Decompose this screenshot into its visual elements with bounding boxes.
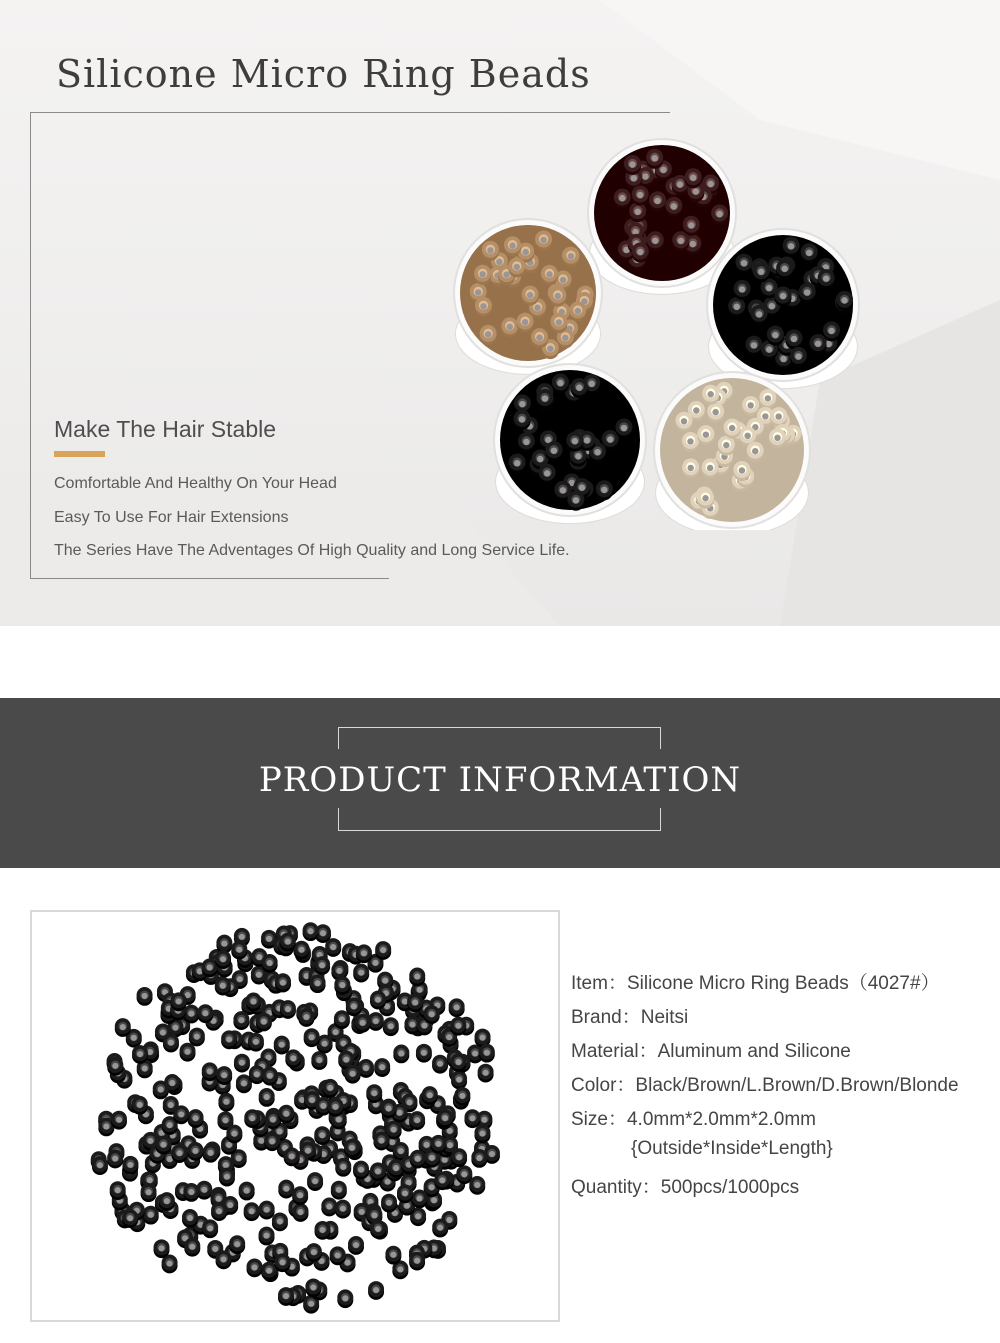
spec-label: Brand [571,1007,622,1028]
spec-brand [571,1002,688,1029]
spec-label: Quantity [571,1177,642,1198]
spec-material [571,1036,851,1063]
bowl-blonde [654,372,810,530]
hero-title: Silicone Micro Ring Beads [56,52,591,96]
feature-easy-use: Easy To Use For Hair Extensions [54,509,289,526]
spec-separator: ： [607,1109,627,1130]
spec-value: Black/Brown/L.Brown/D.Brown/Blonde [635,1075,959,1096]
product-photo-frame [30,910,560,1322]
frame-line-left [30,112,31,579]
spec-separator: ： [607,973,627,994]
spec-value: 500pcs/1000pcs [660,1177,800,1198]
spec-separator: ： [616,1075,636,1096]
spec-value: Silicone Micro Ring Beads（4027#） [626,973,940,994]
spec-item [571,968,940,995]
bead-bowls-image [440,130,870,530]
spec-separator: ： [638,1041,658,1062]
bowl-jet-black [494,364,646,524]
spec-size-note: {Outside*Inside*Length} [631,1138,833,1159]
bracket-top [338,727,661,749]
accent-bar [54,451,105,457]
spec-value: 4.0mm*2.0mm*2.0mm [626,1109,816,1130]
hero-subtitle: Make The Hair Stable [54,416,277,442]
frame-line-top [30,112,670,113]
spec-value: Aluminum and Silicone [657,1041,851,1062]
spec-separator: ： [641,1177,661,1198]
spec-size [571,1104,816,1131]
bowl-brown [454,219,602,374]
spec-label: Size [571,1109,608,1130]
feature-comfort: Comfortable And Healthy On Your Head [54,475,337,492]
bracket-bottom [338,808,661,831]
product-info-banner [0,698,1000,868]
spec-color [571,1070,959,1097]
spec-label: Item [571,973,608,994]
spec-value: Neitsi [640,1007,689,1028]
frame-line-bottom [30,578,389,579]
feature-quality: The Series Have The Adventages Of High Quality and Long Service Life. [54,542,570,559]
bowl-black [707,229,859,389]
hero-section [0,0,1000,626]
bead-pile [91,922,500,1313]
spec-quantity [571,1172,799,1199]
black-beads-image [32,912,558,1320]
spec-label: Material [571,1041,639,1062]
bowl-dark-brown [588,139,736,294]
banner-title: PRODUCT INFORMATION [258,760,742,800]
spec-label: Color [571,1075,617,1096]
spec-separator: ： [621,1007,641,1028]
